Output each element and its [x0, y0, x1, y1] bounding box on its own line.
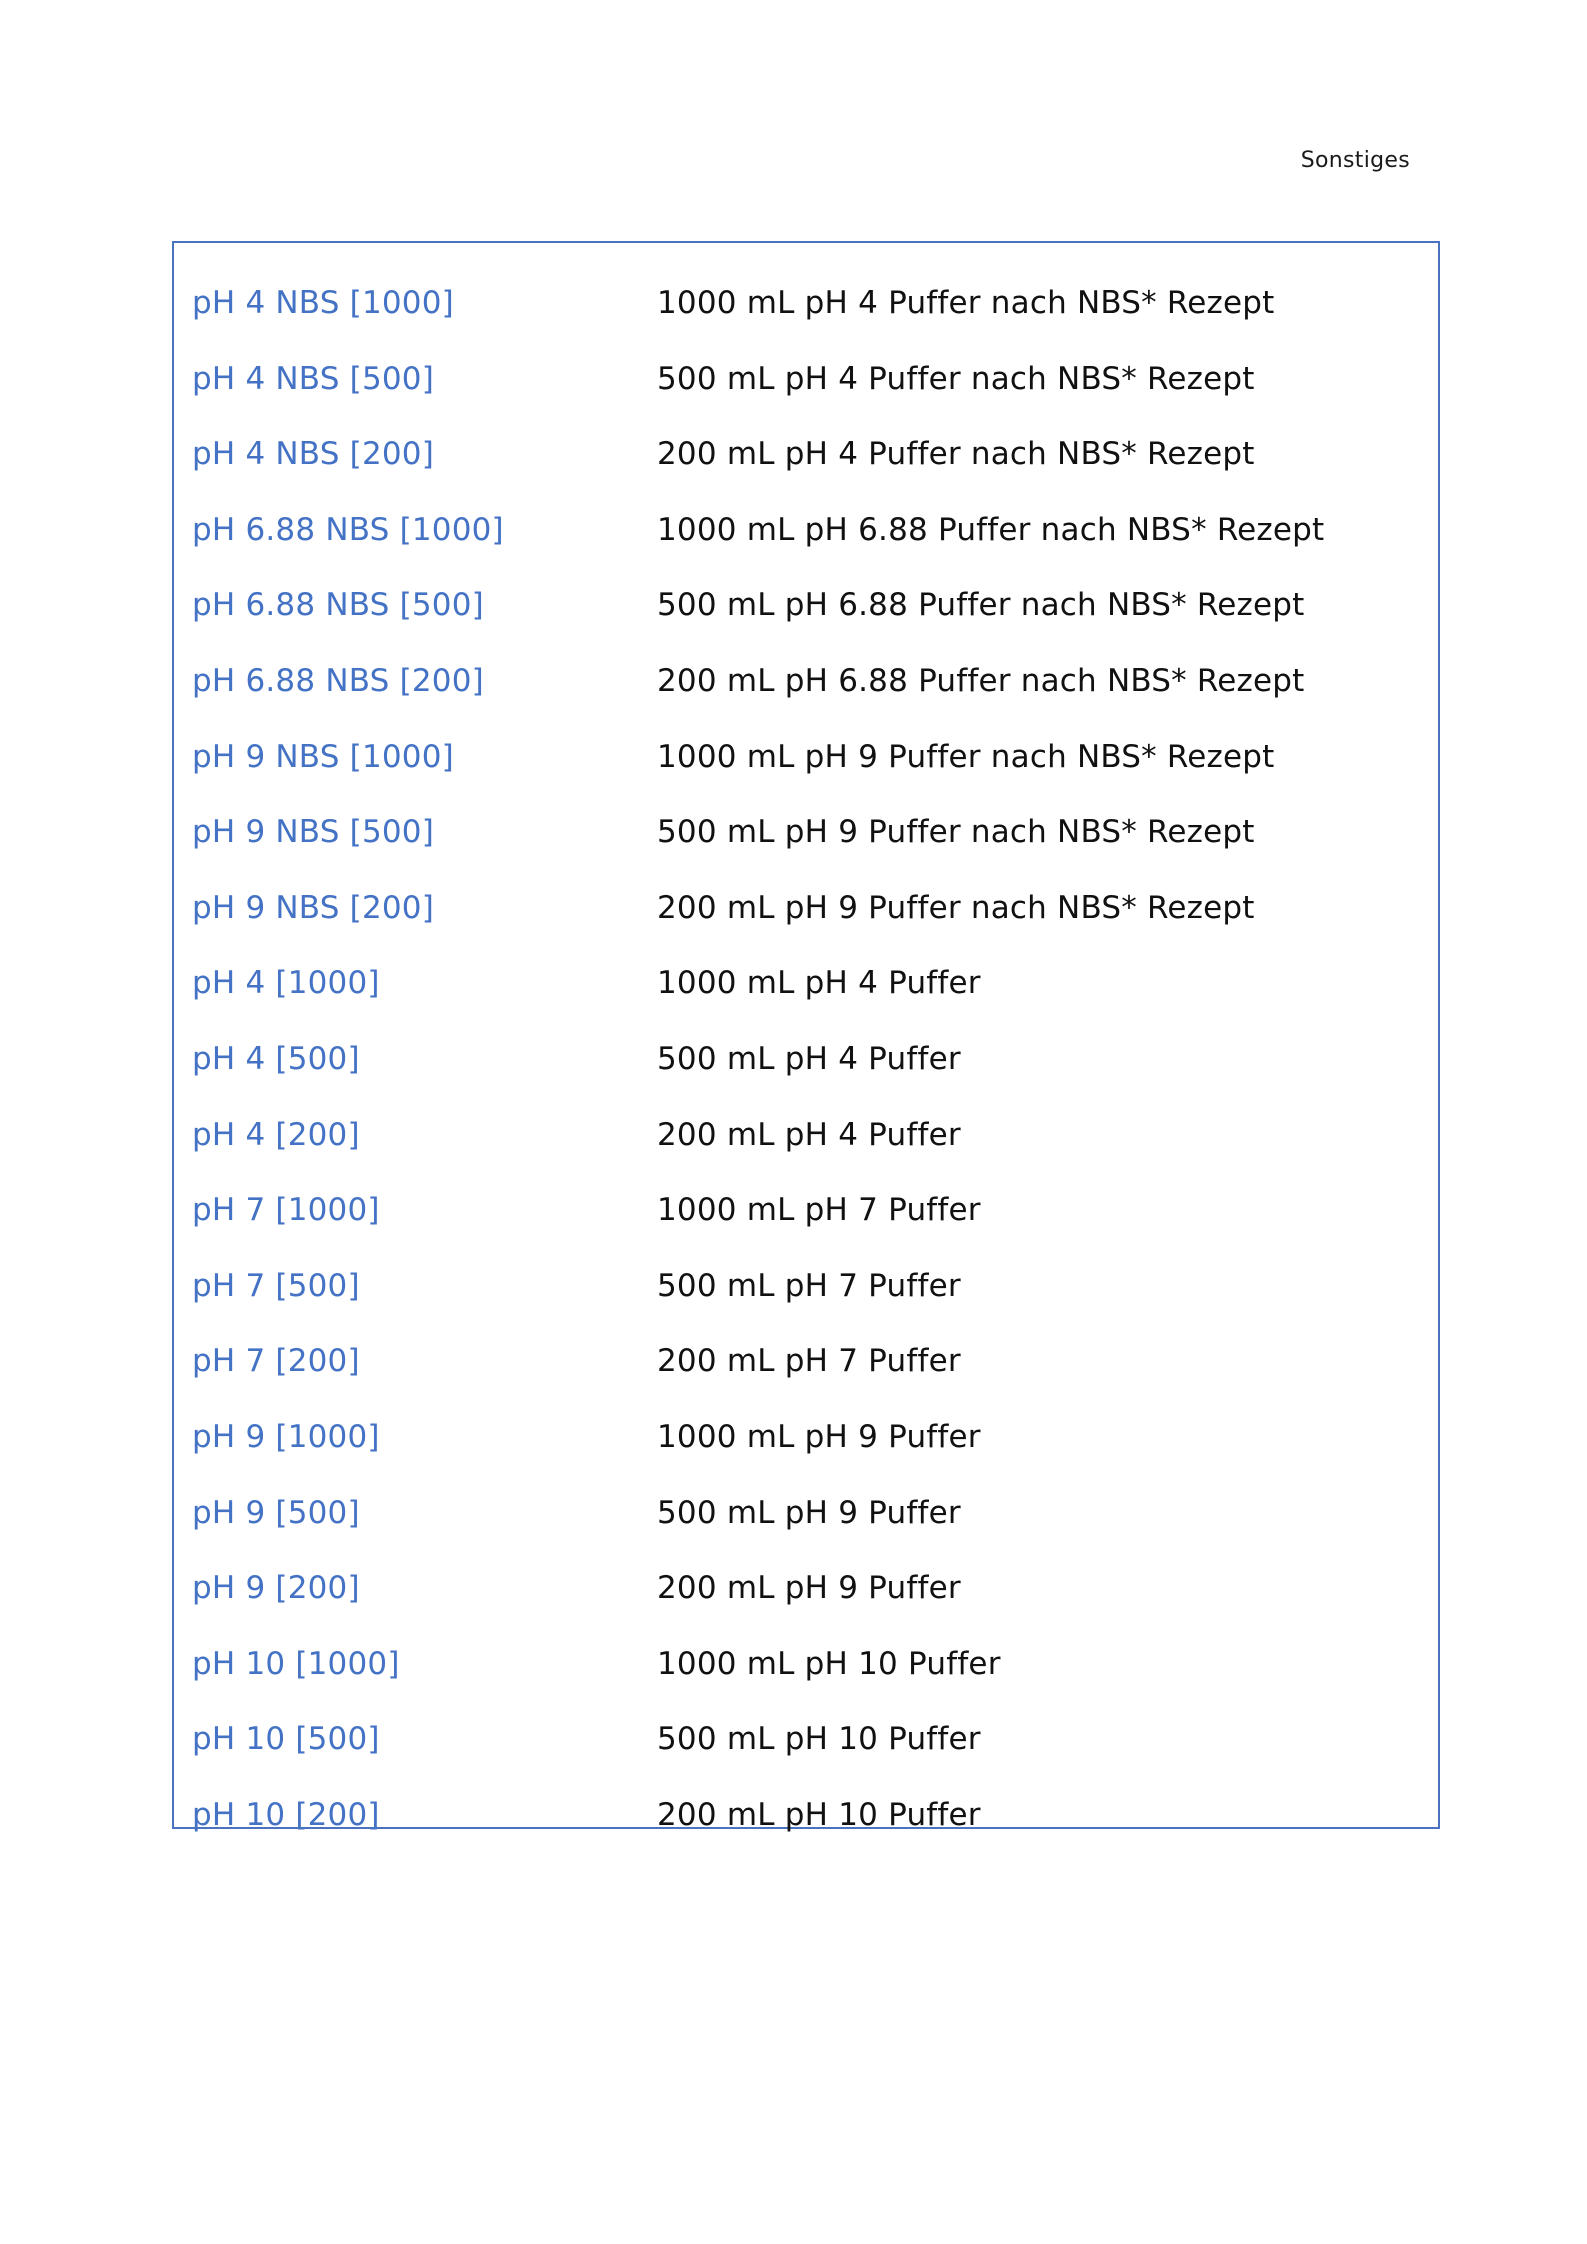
- item-code: pH 6.88 NBS [1000]: [192, 511, 504, 548]
- item-code: pH 10 [500]: [192, 1721, 380, 1758]
- item-description: 1000 mL pH 4 Puffer nach NBS* Rezept: [657, 285, 1275, 321]
- list-item: [174, 1095, 1438, 1171]
- item-code: pH 9 [1000]: [192, 1418, 380, 1455]
- list-item: [174, 1246, 1438, 1322]
- list-item: [174, 1624, 1438, 1700]
- list-item: [174, 943, 1438, 1019]
- list-item: [174, 717, 1438, 793]
- item-description: 500 mL pH 4 Puffer: [657, 1040, 961, 1077]
- list-item: [174, 1397, 1438, 1473]
- item-description: 1000 mL pH 4 Puffer: [657, 965, 981, 1002]
- list-item: [174, 490, 1438, 566]
- item-description: 200 mL pH 9 Puffer nach NBS* Rezept: [657, 889, 1255, 926]
- item-description: 1000 mL pH 9 Puffer nach NBS* Rezept: [657, 738, 1275, 775]
- item-description: 1000 mL pH 10 Puffer: [657, 1645, 1001, 1682]
- item-code: pH 7 [200]: [192, 1343, 360, 1380]
- item-code: pH 4 NBS [1000]: [192, 285, 454, 321]
- item-code: pH 9 [500]: [192, 1494, 360, 1531]
- item-code: pH 9 NBS [1000]: [192, 738, 454, 775]
- item-description: 1000 mL pH 6.88 Puffer nach NBS* Rezept: [657, 511, 1325, 548]
- list-item: [174, 1548, 1438, 1624]
- section-header: Sonstiges: [1300, 148, 1410, 173]
- item-code: pH 10 [200]: [192, 1796, 380, 1833]
- list-item: [174, 1775, 1438, 1851]
- list-item: [174, 263, 1438, 339]
- item-description: 1000 mL pH 9 Puffer: [657, 1418, 981, 1455]
- buffer-list-box: [172, 241, 1440, 1833]
- list-item: [174, 1473, 1438, 1549]
- item-code: pH 4 [200]: [192, 1116, 360, 1153]
- item-description: 500 mL pH 4 Puffer nach NBS* Rezept: [657, 360, 1255, 397]
- list-item: [174, 1699, 1438, 1775]
- item-description: 200 mL pH 4 Puffer nach NBS* Rezept: [657, 436, 1255, 473]
- item-description: 500 mL pH 9 Puffer: [657, 1494, 961, 1531]
- list-item: [174, 1019, 1438, 1095]
- item-description: 200 mL pH 10 Puffer: [657, 1796, 981, 1833]
- item-code: pH 4 NBS [500]: [192, 360, 435, 397]
- item-code: pH 4 NBS [200]: [192, 436, 435, 473]
- item-code: pH 7 [500]: [192, 1267, 360, 1304]
- item-description: 200 mL pH 6.88 Puffer nach NBS* Rezept: [657, 662, 1305, 699]
- item-code: pH 9 [200]: [192, 1570, 360, 1607]
- list-item: [174, 339, 1438, 415]
- item-description: 500 mL pH 9 Puffer nach NBS* Rezept: [657, 814, 1255, 851]
- item-code: pH 10 [1000]: [192, 1645, 400, 1682]
- list-item: [174, 414, 1438, 490]
- item-description: 500 mL pH 7 Puffer: [657, 1267, 961, 1304]
- item-description: 1000 mL pH 7 Puffer: [657, 1192, 981, 1229]
- list-item: [174, 565, 1438, 641]
- item-code: pH 9 NBS [500]: [192, 814, 435, 851]
- buffer-list: [174, 243, 1438, 1850]
- item-description: 200 mL pH 7 Puffer: [657, 1343, 961, 1380]
- item-code: pH 6.88 NBS [200]: [192, 662, 484, 699]
- item-code: pH 9 NBS [200]: [192, 889, 435, 926]
- item-description: 200 mL pH 4 Puffer: [657, 1116, 961, 1153]
- item-code: pH 6.88 NBS [500]: [192, 587, 484, 624]
- item-code: pH 4 [1000]: [192, 965, 380, 1002]
- item-code: pH 7 [1000]: [192, 1192, 380, 1229]
- item-description: 500 mL pH 6.88 Puffer nach NBS* Rezept: [657, 587, 1305, 624]
- item-description: 500 mL pH 10 Puffer: [657, 1721, 981, 1758]
- list-item: [174, 1170, 1438, 1246]
- item-code: pH 4 [500]: [192, 1040, 360, 1077]
- list-item: [174, 868, 1438, 944]
- list-item: [174, 1321, 1438, 1397]
- item-description: 200 mL pH 9 Puffer: [657, 1570, 961, 1607]
- list-item: [174, 792, 1438, 868]
- list-item: [174, 641, 1438, 717]
